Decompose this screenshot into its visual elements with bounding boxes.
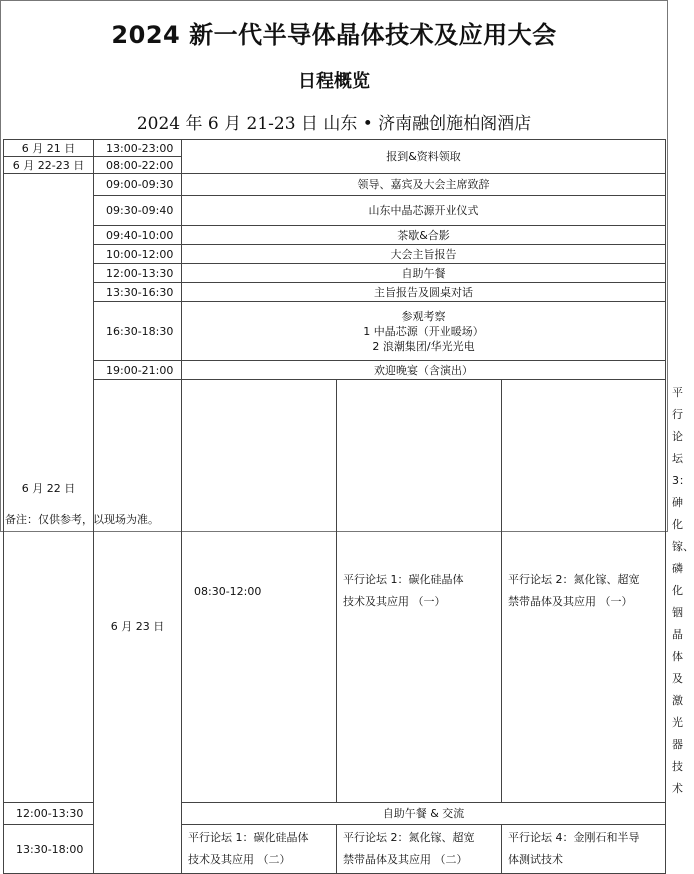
visit-item: 1 中晶芯源（开业暖场） [363,324,484,338]
time-cell: 12:00-13:30 [4,803,94,825]
activity-cell: 报到&资料领取 [182,140,666,174]
forum-cell [502,825,666,874]
time-cell: 13:00-23:00 [94,140,182,157]
visit-item: 2 浪潮集团/华光光电 [372,339,475,353]
activity-cell: 山东中晶芯源开业仪式 [182,196,666,226]
page-title: 2024 新一代半导体晶体技术及应用大会 [111,21,557,49]
table-row [4,245,666,264]
date-cell: 6 月 22-23 日 [4,157,94,174]
date-cell: 6 月 22 日 [4,174,94,803]
forum-line: 体测试技术 [508,853,563,866]
table-row [4,196,666,226]
visit-title: 参观考察 [401,309,446,323]
activity-cell: 自助午餐 & 交流 [182,803,666,825]
table-row [4,361,666,380]
forum-line: 禁带晶体及其应用 （二） [343,853,468,866]
activity-cell: 欢迎晚宴（含演出） [182,361,666,380]
time-cell: 08:00-22:00 [94,157,182,174]
time-cell: 09:40-10:00 [94,226,182,245]
time-cell: 09:00-09:30 [94,174,182,196]
forum-line: 平行论坛 1：碳化硅晶体 [188,831,309,844]
forum-line: 平行论坛 4：金刚石和半导 [508,831,640,844]
activity-cell [182,302,666,361]
forum-cell [502,380,666,803]
forum-line: 技术及其应用 （一） [343,595,446,608]
forum-cell [182,825,337,874]
forum-line: 技术及其应用 （二） [188,853,291,866]
table-row [4,226,666,245]
forum-line: 平行论坛 2：氮化镓、超宽 [508,573,640,586]
table-row: 6 月 23 日 08:30-12:00 平行论坛 1：碳化硅晶体 技术及其应用 （一） 平行论坛 2：氮化镓、超宽 禁带晶体及其应用 （一） 平行论坛 3：砷化镓、磷化 铟晶体及激光器技术 [4,380,666,803]
table-row [4,283,666,302]
forum-cell [337,380,502,803]
time-cell: 13:30-18:00 [4,825,94,874]
activity-cell: 自助午餐 [182,264,666,283]
forum-line: 平行论坛 1：碳化硅晶体 [343,573,464,586]
date-venue: 2024 年 6 月 21-23 日 山东 • 济南融创施柏阁酒店 [136,114,532,134]
table-row [4,174,666,196]
time-cell: 19:00-21:00 [94,361,182,380]
time-cell: 09:30-09:40 [94,196,182,226]
time-cell: 16:30-18:30 [94,302,182,361]
time-cell: 13:30-16:30 [94,283,182,302]
date-cell: 6 月 21 日 [4,140,94,157]
activity-cell: 茶歇&合影 [182,226,666,245]
table-row [4,264,666,283]
forum-cell [337,825,502,874]
schedule-table [3,139,694,874]
date-cell: 6 月 23 日 [94,380,182,874]
page-subtitle: 日程概览 [298,71,370,92]
time-cell: 08:30-12:00 [182,380,337,803]
time-cell: 10:00-12:00 [94,245,182,264]
activity-cell: 领导、嘉宾及大会主席致辞 [182,174,666,196]
footnote: 备注：仅供参考，以现场为准。 [5,513,159,526]
table-row [4,140,666,157]
forum-line: 禁带晶体及其应用 （一） [508,595,633,608]
time-cell: 12:00-13:30 [94,264,182,283]
forum-line: 平行论坛 2：氮化镓、超宽 [343,831,475,844]
table-row [4,302,666,361]
activity-cell: 大会主旨报告 [182,245,666,264]
activity-cell: 主旨报告及圆桌对话 [182,283,666,302]
